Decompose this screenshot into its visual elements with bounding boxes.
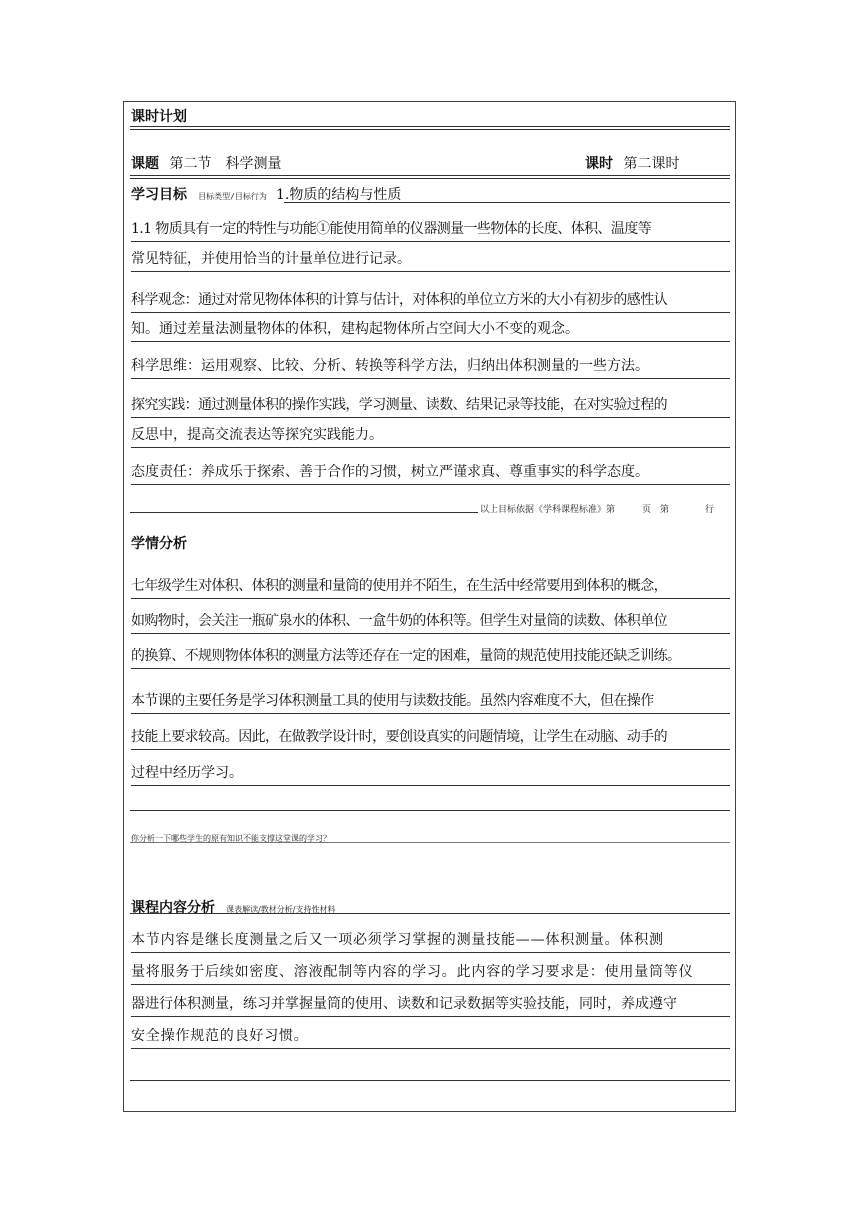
objective-line: 1.1 物质具有一定的特性与功能①能使用简单的仪器测量一些物体的长度、体积、温度等 bbox=[131, 218, 730, 242]
source-note: 以上目标依据《学科课程标准》第 页 第 行 bbox=[480, 505, 715, 515]
content-line: 器进行体积测量，练习并掌握量筒的使用、读数和记录数据等实验技能，同时，养成遵守 bbox=[131, 993, 730, 1017]
period-value: 第二课时 bbox=[623, 156, 680, 172]
analysis-prompt: 你分析一下哪些学生的原有知识不能支撑这堂课的学习？ bbox=[131, 834, 331, 843]
objectives-header bbox=[131, 184, 401, 204]
title-divider-bottom bbox=[130, 129, 730, 130]
topic-row bbox=[131, 153, 281, 173]
content-analysis-hint: 课表解读/教材分析/支持性材料 bbox=[226, 905, 336, 914]
analysis-line: 如购物时，会关注一瓶矿泉水的体积、一盒牛奶的体积等。但学生对量筒的读数、体积单位 bbox=[131, 610, 730, 634]
objective-line: 探究实践：通过测量体积的操作实践，学习测量、读数、结果记录等技能，在对实验过程的 bbox=[131, 394, 730, 418]
content-header-underline bbox=[130, 913, 730, 914]
topic-divider-top bbox=[130, 175, 730, 176]
content-line: 本节内容是继长度测量之后又一项必须学习掌握的测量技能——体积测量。体积测 bbox=[131, 929, 730, 953]
analysis-line: 过程中经历学习。 bbox=[131, 762, 730, 786]
objective-line: 态度责任：养成乐于探索、善于合作的习惯，树立严谨求真、尊重事实的科学态度。 bbox=[131, 461, 730, 485]
objective-line: 反思中，提高交流表达等探究实践能力。 bbox=[131, 424, 730, 448]
title-divider-top bbox=[130, 126, 730, 127]
content-analysis-header bbox=[131, 897, 335, 917]
objective-line: 常见特征，并使用恰当的计量单位进行记录。 bbox=[131, 248, 730, 272]
analysis-line: 技能上要求较高。因此，在做教学设计时，要创设真实的问题情境，让学生在动脑、动手的 bbox=[131, 726, 730, 750]
analysis-line: 本节课的主要任务是学习体积测量工具的使用与读数技能。虽然内容难度不大，但在操作 bbox=[131, 690, 730, 714]
prompt-underline bbox=[130, 842, 730, 843]
topic-divider-bottom bbox=[130, 178, 730, 179]
analysis-line: 七年级学生对体积、体积的测量和量筒的使用并不陌生，在生活中经常要用到体积的概念， bbox=[131, 575, 730, 599]
student-analysis-label: 学情分析 bbox=[131, 536, 187, 552]
objectives-type-hint: 目标类型/目标行为 bbox=[198, 192, 267, 201]
analysis-blank-line bbox=[130, 810, 730, 811]
objectives-main-goal: 1.物质的结构与性质 bbox=[276, 187, 402, 203]
content-analysis-label: 课程内容分析 bbox=[131, 900, 215, 916]
source-note-underline bbox=[130, 512, 478, 513]
content-line: 安全操作规范的良好习惯。 bbox=[131, 1025, 730, 1049]
topic-value: 第二节 科学测量 bbox=[169, 156, 282, 172]
topic-label: 课题 bbox=[131, 156, 159, 172]
period-row bbox=[585, 153, 679, 173]
objective-line: 科学观念：通过对常见物体体积的计算与估计，对体积的单位立方米的大小有初步的感性认 bbox=[131, 289, 730, 313]
objective-line: 知。通过差量法测量物体的体积，建构起物体所占空间大小不变的观念。 bbox=[131, 318, 730, 342]
analysis-line: 的换算、不规则物体体积的测量方法等还存在一定的困难，量筒的规范使用技能还缺乏训练。 bbox=[131, 645, 730, 669]
objectives-label: 学习目标 bbox=[131, 187, 187, 203]
objective-line: 科学思维：运用观察、比较、分析、转换等科学方法，归纳出体积测量的一些方法。 bbox=[131, 355, 730, 379]
period-label: 课时 bbox=[585, 156, 613, 172]
content-line: 量将服务于后续如密度、溶液配制等内容的学习。此内容的学习要求是：使用量筒等仪 bbox=[131, 961, 730, 985]
main-goal-underline bbox=[284, 202, 730, 203]
content-blank-line bbox=[130, 1080, 730, 1081]
page-title: 课时计划 bbox=[131, 109, 187, 125]
